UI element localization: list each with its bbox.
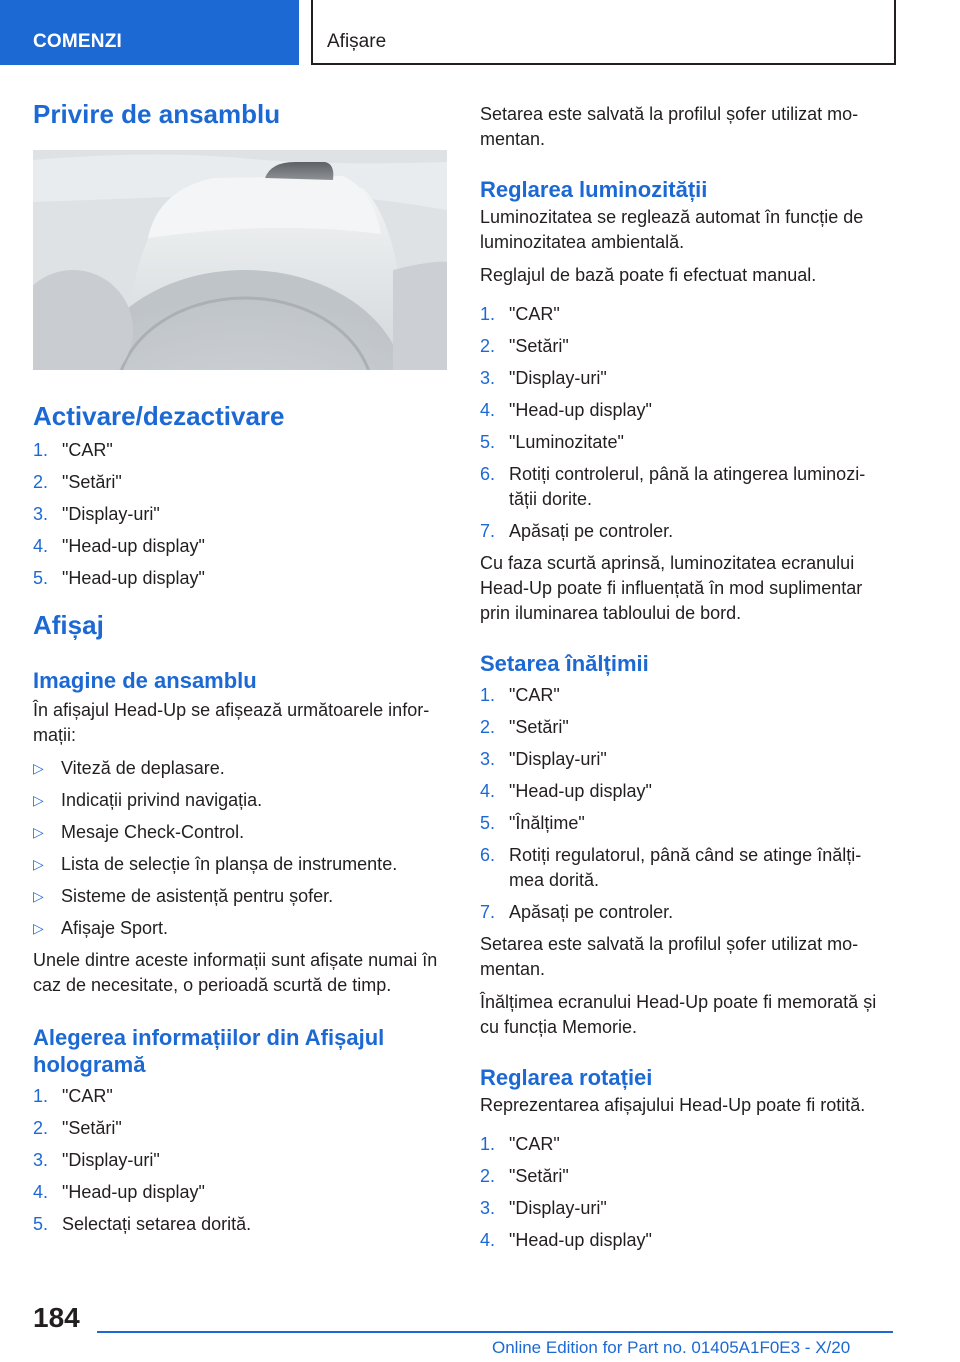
list-item: ▷ Indicații privind navigația. bbox=[33, 788, 447, 813]
heading-display: Afișaj bbox=[33, 610, 104, 640]
bullets-note: Unele dintre aceste informații sunt afișate numai în caz de necesitate, o perioadă scurtă de timp. bbox=[33, 950, 438, 995]
footer-edition: Online Edition for Part no. 01405A1F0E3 - X/20 bbox=[492, 1338, 851, 1357]
list-item: ▷ Mesaje Check-Control. bbox=[33, 820, 447, 845]
chapter-tab[interactable]: COMENZI bbox=[0, 0, 299, 65]
brightness-steps bbox=[480, 302, 892, 544]
saved-note-top: Setarea este salvată la profilul șofer utilizat mo-mentan. bbox=[480, 104, 859, 149]
list-item: ▷ Viteză de deplasare. bbox=[33, 756, 447, 781]
triangle-icon: ▷ bbox=[33, 856, 44, 872]
list-item: 1. "CAR" bbox=[480, 304, 560, 324]
right-column bbox=[480, 102, 892, 1260]
triangle-icon: ▷ bbox=[33, 888, 44, 904]
list-item: 3. "Display-uri" bbox=[33, 1150, 160, 1170]
list-item: 2. "Setări" bbox=[480, 717, 569, 737]
list-item: 4. "Head-up display" bbox=[480, 1230, 652, 1250]
saved-note-height: Setarea este salvată la profilul șofer utilizat mo-mentan. bbox=[480, 934, 859, 979]
heading-overview: Privire de ansamblu bbox=[33, 99, 281, 129]
list-item: 4. "Head-up display" bbox=[33, 1182, 205, 1202]
activate-steps bbox=[33, 438, 447, 591]
list-item: 3. "Display-uri" bbox=[480, 1198, 607, 1218]
list-item: 4. "Head-up display" bbox=[480, 400, 652, 420]
rotation-paragraph: Reprezentarea afișajului Head-Up poate fi rotită. bbox=[480, 1095, 866, 1115]
list-item: 3. "Display-uri" bbox=[480, 749, 607, 769]
list-item: 1. "CAR" bbox=[33, 1086, 113, 1106]
list-item: 7. Apăsați pe controler. bbox=[480, 902, 674, 922]
section-title: Afișare bbox=[311, 0, 896, 65]
triangle-icon: ▷ bbox=[33, 792, 44, 808]
list-item: 6. Rotiți controlerul, până la atingerea luminozi-tății dorite. bbox=[480, 464, 866, 509]
brightness-paragraph-1: Luminozitatea se reglează automat în funcție de luminozitatea ambientală. bbox=[480, 207, 864, 252]
triangle-icon: ▷ bbox=[33, 824, 44, 840]
image-intro: În afișajul Head-Up se afișează următoarele infor-mații: bbox=[33, 700, 430, 745]
footer-divider bbox=[97, 1331, 893, 1333]
height-steps bbox=[480, 683, 892, 925]
list-item: 1. "CAR" bbox=[33, 440, 113, 460]
list-item: 4. "Head-up display" bbox=[33, 536, 205, 556]
heading-activate: Activare/dezactivare bbox=[33, 401, 285, 431]
list-item: 3. "Display-uri" bbox=[480, 368, 607, 388]
head-up-display-photo bbox=[33, 150, 447, 370]
triangle-icon: ▷ bbox=[33, 760, 44, 776]
list-item: 1. "CAR" bbox=[480, 1134, 560, 1154]
brightness-note: Cu faza scurtă aprinsă, luminozitatea ecranului Head-Up poate fi influențată în mod suplimentar prin iluminarea tabloului de bord. bbox=[480, 553, 863, 623]
list-item: 6. Rotiți regulatorul, până când se atinge înălți-mea dorită. bbox=[480, 845, 862, 890]
list-item: ▷ Afișaje Sport. bbox=[33, 916, 447, 941]
left-column bbox=[33, 98, 447, 1244]
triangle-icon: ▷ bbox=[33, 920, 44, 936]
list-item: 1. "CAR" bbox=[480, 685, 560, 705]
height-memory-note: Înălțimea ecranului Head-Up poate fi memorată și cu funcția Memorie. bbox=[480, 992, 877, 1037]
select-steps bbox=[33, 1084, 447, 1237]
list-item: 5. Selectați setarea dorită. bbox=[33, 1214, 252, 1234]
subheading-rotation: Reglarea rotației bbox=[480, 1065, 653, 1090]
list-item: 2. "Setări" bbox=[33, 472, 122, 492]
list-item: 7. Apăsați pe controler. bbox=[480, 521, 674, 541]
list-item: 2. "Setări" bbox=[33, 1118, 122, 1138]
list-item: 4. "Head-up display" bbox=[480, 781, 652, 801]
rotation-steps bbox=[480, 1132, 892, 1253]
list-item: 5. "Head-up display" bbox=[33, 568, 205, 588]
brightness-paragraph-2: Reglajul de bază poate fi efectuat manual. bbox=[480, 265, 817, 285]
list-item: 2. "Setări" bbox=[480, 336, 569, 356]
list-item: ▷ Sisteme de asistență pentru șofer. bbox=[33, 884, 447, 909]
list-item: ▷ Lista de selecție în planșa de instrumente. bbox=[33, 852, 447, 877]
display-info-list bbox=[33, 756, 447, 941]
subheading-brightness: Reglarea luminozității bbox=[480, 177, 708, 202]
list-item: 5. "Înălțime" bbox=[480, 813, 585, 833]
list-item: 3. "Display-uri" bbox=[33, 504, 160, 524]
subheading-select: Alegerea informațiilor din Afișajul hologramă bbox=[33, 1025, 385, 1077]
subheading-height: Setarea înălțimii bbox=[480, 651, 649, 676]
list-item: 2. "Setări" bbox=[480, 1166, 569, 1186]
list-item: 5. "Luminozitate" bbox=[480, 432, 624, 452]
subheading-image: Imagine de ansamblu bbox=[33, 668, 257, 693]
page-number: 184 bbox=[33, 1302, 80, 1333]
